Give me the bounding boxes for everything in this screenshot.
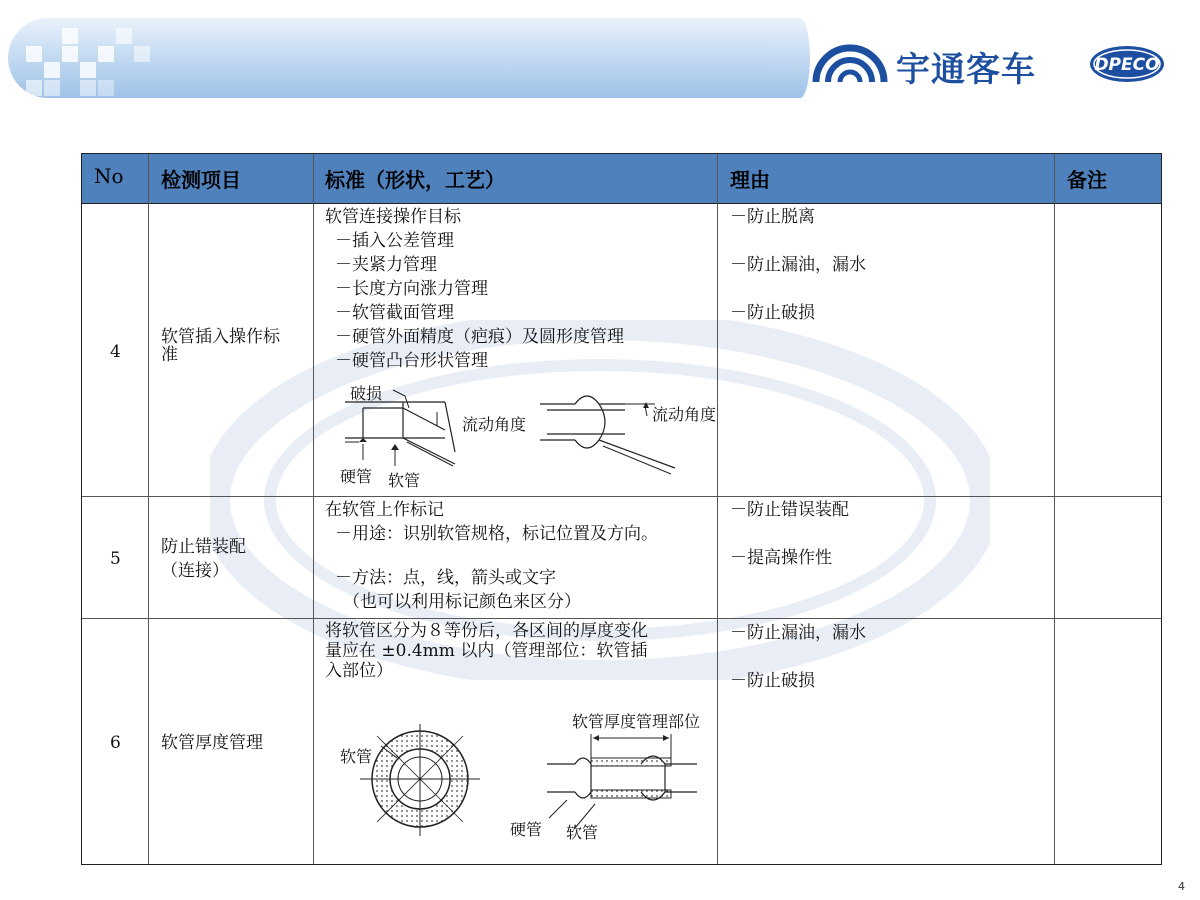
dpeco-logo — [1088, 44, 1166, 84]
column-header-no: No — [94, 164, 124, 188]
label-hose-cross-section: 软管 — [340, 747, 373, 766]
row-5-number: 5 — [110, 549, 121, 569]
label-hose: 软管 — [388, 471, 421, 490]
row-6-standard: 将软管区分为８等份后，各区间的厚度变化 量应在 ±0.4mm 以内（管理部位：软管插 入部位） — [325, 621, 648, 681]
inspection-table — [81, 153, 1162, 865]
label-flow-angle-right: 流动角度 — [652, 405, 717, 424]
banner-mosaic-decoration — [26, 26, 156, 96]
label-thickness-zone: 软管厚度管理部位 — [572, 712, 701, 731]
row-4-standard: 软管连接操作目标 －插入公差管理 －夹紧力管理 －长度方向涨力管理 －软管截面管理 －硬管外面精度（疤痕）及圆形度管理 －硬管凸台形状管理 — [325, 207, 624, 371]
column-header-reason: 理由 — [730, 168, 770, 192]
label-hard-pipe: 硬管 — [340, 467, 373, 486]
row-4-number: 4 — [110, 342, 121, 362]
row-5-standard: 在软管上作标记 －用途：识别软管规格，标记位置及方向。 －方法：点，线，箭头或文字 （也可以利用标记颜色来区分） — [325, 500, 658, 612]
row-5-reasons: －防止错误装配 －提高操作性 — [730, 500, 849, 568]
label-flow-angle-left: 流动角度 — [462, 415, 527, 434]
row-5-item: 防止错装配 （连接） — [161, 537, 246, 581]
header-banner — [8, 18, 798, 98]
column-header-standard: 标准（形状，工艺） — [325, 168, 505, 192]
brand-name: 宇通客车 — [896, 50, 1036, 90]
label-damage: 破损 — [350, 384, 383, 403]
row-4-reasons: －防止脱离 －防止漏油，漏水 －防止破损 — [730, 207, 866, 323]
label-hard-pipe-bottom: 硬管 — [510, 820, 543, 839]
row-6-reasons: －防止漏油，漏水 －防止破损 — [730, 623, 866, 691]
column-header-note: 备注 — [1067, 168, 1107, 192]
label-hose-bottom: 软管 — [566, 823, 599, 842]
dpeco-text: DPECO — [1094, 55, 1160, 75]
brand-logo — [812, 38, 1042, 90]
column-header-item: 检测项目 — [161, 168, 241, 192]
row-6-item: 软管厚度管理 — [161, 733, 263, 753]
page-number: 4 — [1178, 880, 1185, 893]
table-header-row — [82, 154, 1161, 204]
row-4-item: 软管插入操作标 准 — [161, 327, 280, 365]
brand-arcs-icon — [812, 38, 888, 86]
banner-curve-decoration — [770, 18, 810, 98]
row-6-number: 6 — [110, 733, 121, 753]
